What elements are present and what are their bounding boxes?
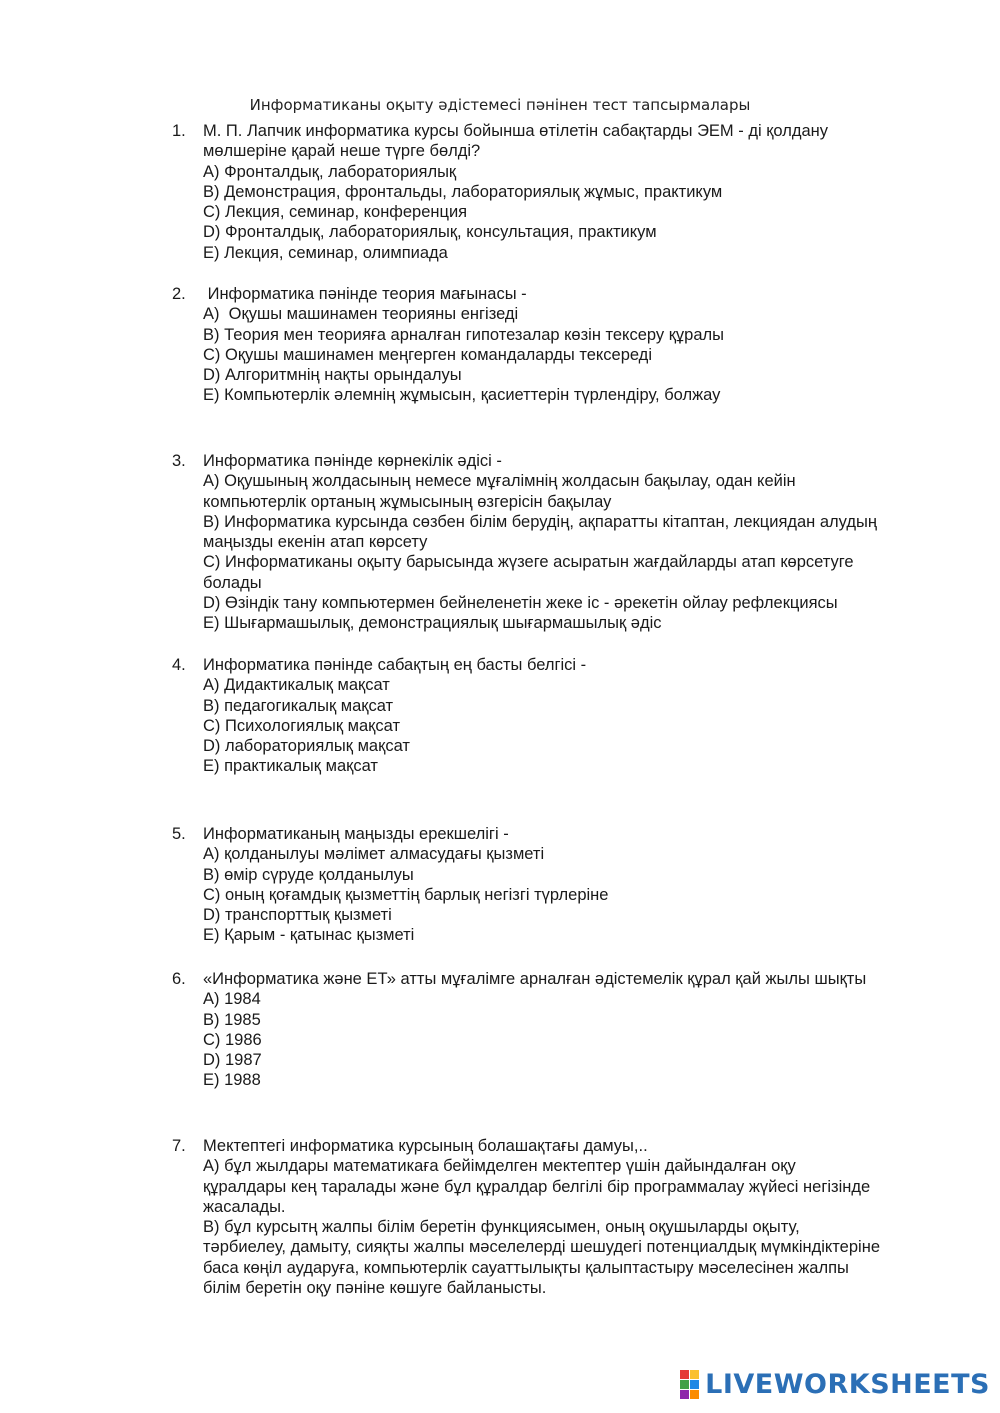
logo-block bbox=[680, 1370, 689, 1379]
answer-option-b: B) Демонстрация, фронтальды, лабораториялық жұмыс, практикум bbox=[203, 182, 723, 201]
answer-option-d: D) Өзіндік тану компьютермен бейнеленетін жеке іс - әрекетін ойлау рефлекциясы bbox=[203, 594, 838, 613]
answer-option-d: D) Алгоритмнің нақты орындалуы bbox=[203, 366, 462, 385]
question-number: 3. bbox=[172, 452, 186, 470]
answer-option-a-cont: құралдары кең таралады және бұл құралдар белгілі бір программалау жүйесі негізінде bbox=[203, 1177, 871, 1196]
question-text: Мектептегі информатика курсының болашақтағы дамуы,.. bbox=[203, 1137, 648, 1155]
question-text: Информатиканың маңызды ерекшелігі - bbox=[203, 825, 509, 843]
answer-option-b: B) Информатика курсында сөзбен білім берудің, ақпаратты кітаптан, лекциядан алудың bbox=[203, 512, 877, 531]
answer-option-c: C) 1986 bbox=[203, 1030, 262, 1049]
logo-blocks-icon bbox=[680, 1370, 699, 1399]
question-body bbox=[203, 121, 933, 263]
answer-option-a: A) Дидактикалық мақсат bbox=[203, 676, 390, 695]
question-body bbox=[203, 284, 933, 406]
answer-option-e: E) Лекция, семинар, олимпиада bbox=[203, 243, 448, 262]
logo-text: LIVEWORKSHEETS bbox=[705, 1368, 990, 1400]
answer-option-a-cont: компьютерлік ортаның жұмысының өзгерісін бақылау bbox=[203, 492, 612, 511]
answer-option-e: E) практикалық мақсат bbox=[203, 757, 378, 776]
answer-option-b-cont: маңызды екенін атап көрсету bbox=[203, 533, 428, 552]
question-body bbox=[203, 451, 933, 634]
answer-option-c: C) Лекция, семинар, конференция bbox=[203, 203, 468, 222]
question-text: Информатика пәнінде көрнекілік әдісі - bbox=[203, 452, 502, 470]
logo-block bbox=[690, 1390, 699, 1399]
question-text: Информатика пәнінде теория мағынасы - bbox=[203, 285, 527, 303]
logo-block bbox=[690, 1380, 699, 1389]
question-text: М. П. Лапчик информатика курсы бойынша өтілетін сабақтарды ЭЕМ - ді қолдану bbox=[203, 122, 829, 140]
liveworksheets-logo[interactable] bbox=[680, 1367, 990, 1401]
answer-option-e: E) 1988 bbox=[203, 1071, 261, 1090]
answer-option-a: A) Оқушының жолдасының немесе мұғалімнің жолдасын бақылау, одан кейін bbox=[203, 472, 796, 491]
answer-option-b: B) Теория мен теорияға арналған гипотезалар көзін тексеру құралы bbox=[203, 325, 725, 344]
answer-option-c: C) Информатиканы оқыту барысында жүзеге асыратын жағдайларды атап көрсетуге bbox=[203, 553, 854, 572]
answer-option-e: E) Компьютерлік әлемнің жұмысын, қасиеттерін түрлендіру, болжау bbox=[203, 386, 721, 405]
question-text: «Информатика және ЕТ» атты мұғалімге арналған әдістемелік құрал қай жылы шықты bbox=[203, 970, 867, 988]
question-number: 6. bbox=[172, 970, 186, 988]
answer-option-a: A) бұл жылдары математикаға бейімделген мектептер үшін дайындалған оқу bbox=[203, 1157, 796, 1176]
answer-option-e: E) Қарым - қатынас қызметі bbox=[203, 926, 415, 945]
answer-option-b: B) 1985 bbox=[203, 1010, 261, 1029]
answer-option-c: C) Оқушы машинамен меңгерген командаларды тексереді bbox=[203, 345, 652, 364]
answer-option-b-cont: білім беретін оқу пәніне көшуге байланысты. bbox=[203, 1279, 547, 1298]
answer-option-d: D) 1987 bbox=[203, 1051, 262, 1070]
answer-option-a-cont: жасалады. bbox=[203, 1197, 286, 1216]
answer-option-e: E) Шығармашылық, демонстрациялық шығармашылық әдіс bbox=[203, 614, 662, 633]
question-text: Информатика пәнінде сабақтың ең басты белгісі - bbox=[203, 656, 587, 674]
answer-option-a: A) қолданылуы мәлімет алмасудағы қызметі bbox=[203, 845, 545, 864]
question-number: 5. bbox=[172, 825, 186, 843]
answer-option-d: D) Фронталдық, лабораториялық, консультация, практикум bbox=[203, 223, 657, 242]
answer-option-a: A) Оқушы машинамен теорияны енгізеді bbox=[203, 305, 519, 324]
answer-option-c: C) оның қоғамдық қызметтің барлық негізгі түрлеріне bbox=[203, 885, 609, 904]
answer-option-a: A) 1984 bbox=[203, 990, 261, 1009]
logo-block bbox=[680, 1390, 689, 1399]
question-body bbox=[203, 655, 933, 777]
answer-option-c-cont: болады bbox=[203, 573, 262, 592]
page-title: Информатиканы оқыту әдістемесі пәнінен тест тапсырмалары bbox=[249, 96, 751, 114]
question-number: 1. bbox=[172, 122, 186, 140]
answer-option-b-cont: тәрбиелеу, дамыту, сияқты жалпы мәселелерді шешудегі потенциалдық мүмкіндіктеріне bbox=[203, 1238, 880, 1257]
question-number: 2. bbox=[172, 285, 186, 303]
logo-block bbox=[690, 1370, 699, 1379]
question-body bbox=[203, 1136, 933, 1298]
answer-option-a: A) Фронталдық, лабораториялық bbox=[203, 162, 457, 181]
question-body bbox=[203, 969, 933, 1091]
answer-option-c: C) Психологиялық мақсат bbox=[203, 716, 401, 735]
answer-option-b: B) педагогикалық мақсат bbox=[203, 696, 394, 715]
answer-option-b-cont: баса көңіл аударуға, компьютерлік сауаттылықты қалыптастыру мәселесінен жалпы bbox=[203, 1258, 849, 1277]
answer-option-d: D) лабораториялық мақсат bbox=[203, 737, 410, 756]
question-text: мөлшеріне қарай неше түрге бөлді? bbox=[203, 142, 481, 161]
answer-option-d: D) транспорттық қызметі bbox=[203, 906, 392, 925]
question-number: 7. bbox=[172, 1137, 186, 1155]
answer-option-b: B) бұл курсытң жалпы білім беретін функциясымен, оның оқушыларды оқыту, bbox=[203, 1218, 800, 1237]
answer-option-b: B) өмір сүруде қолданылуы bbox=[203, 865, 414, 884]
logo-block bbox=[680, 1380, 689, 1389]
question-number: 4. bbox=[172, 656, 186, 674]
question-body bbox=[203, 824, 933, 946]
